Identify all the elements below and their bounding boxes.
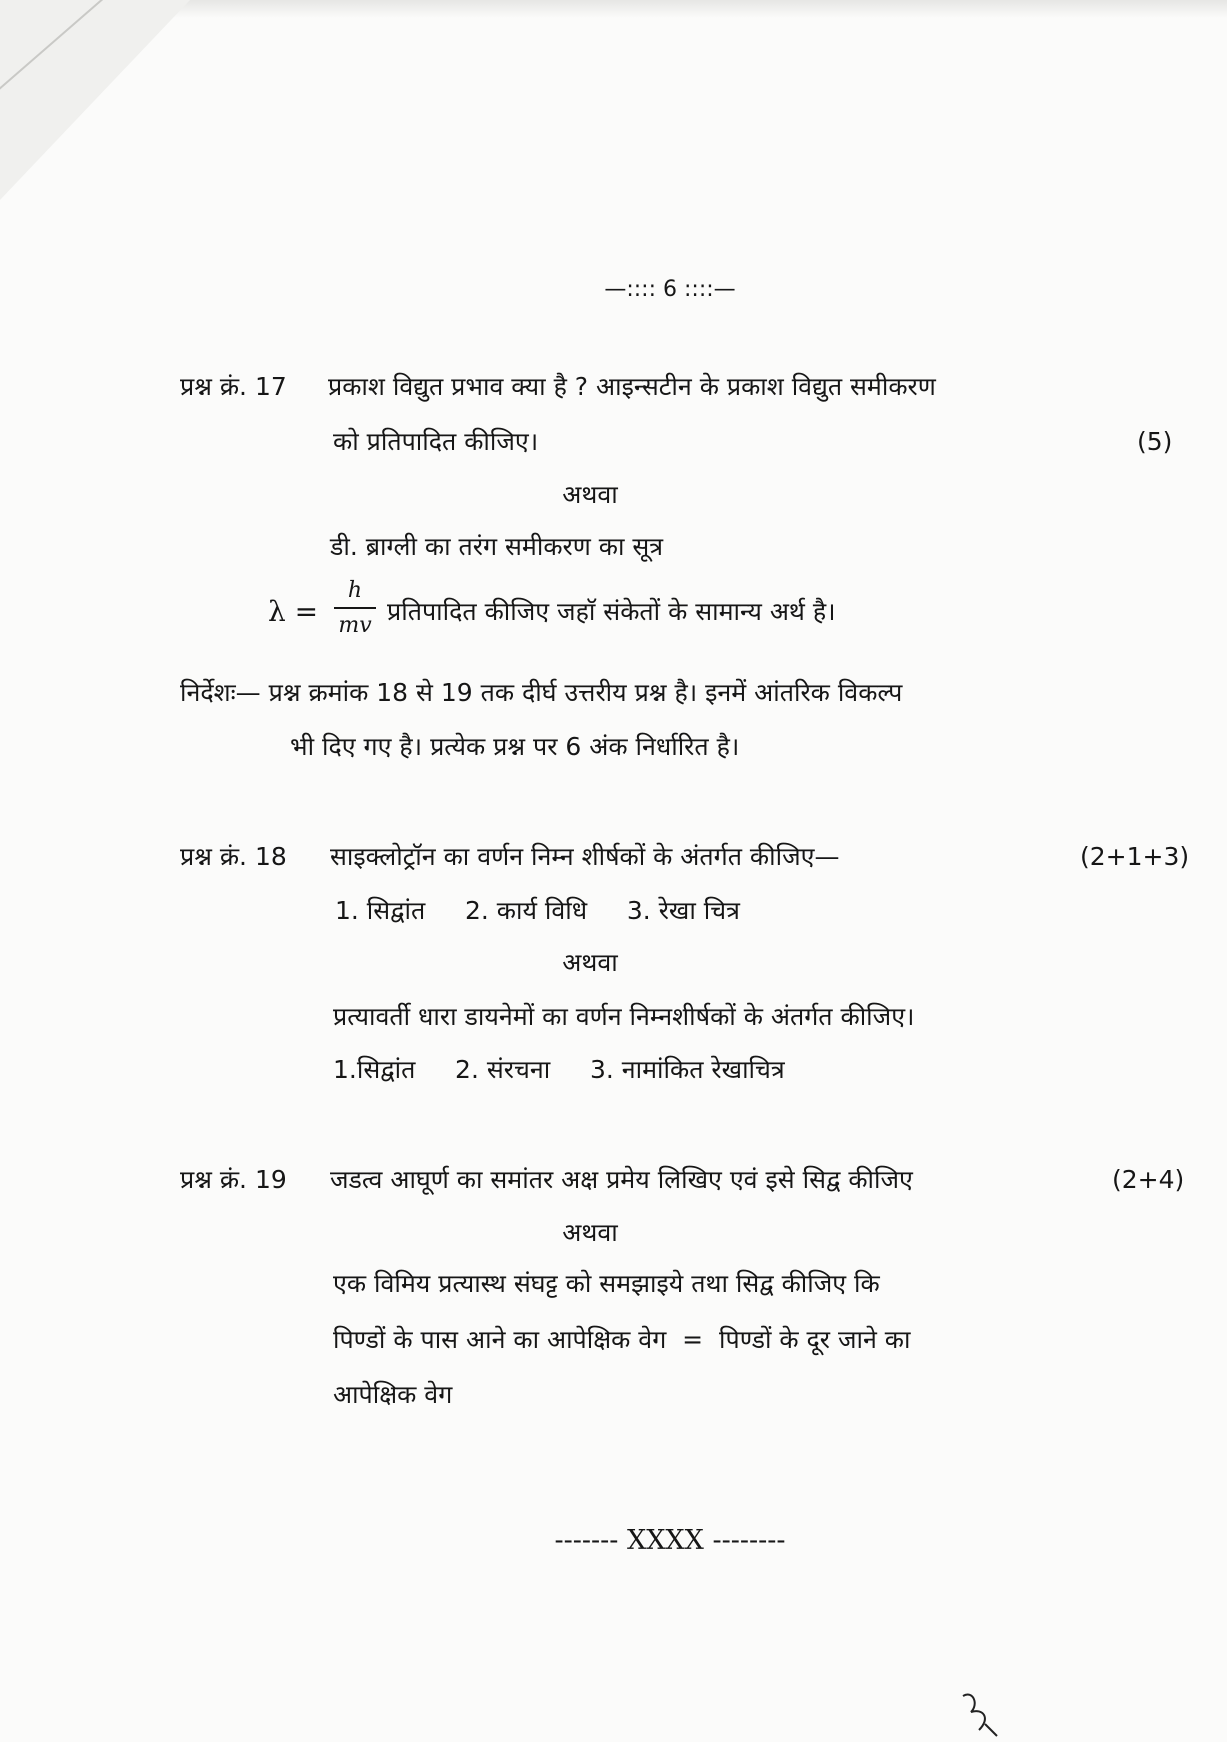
q17-or: अथवा bbox=[562, 480, 618, 509]
folded-page-corner bbox=[0, 0, 190, 200]
q18-or: अथवा bbox=[562, 948, 618, 977]
q18-marks: (2+1+3) bbox=[1080, 842, 1190, 871]
end-mark: ------- XXXX -------- bbox=[554, 1525, 786, 1556]
q18-label: प्रश्न क्रं. 18 bbox=[180, 842, 287, 871]
signature-mark bbox=[955, 1690, 1015, 1742]
q19-marks: (2+4) bbox=[1112, 1165, 1185, 1194]
instruction-line2: भी दिए गए है। प्रत्येक प्रश्न पर 6 अंक निर्धारित है। bbox=[290, 732, 740, 761]
formula-lhs: λ = bbox=[268, 595, 319, 628]
formula-fraction bbox=[334, 578, 376, 638]
q17-line1: प्रकाश विद्युत प्रभाव क्या है ? आइन्सटीन के प्रकाश विद्युत समीकरण bbox=[328, 372, 936, 401]
q18-alt-items: 1.सिद्वांत 2. संरचना 3. नामांकित रेखाचित्र bbox=[333, 1055, 785, 1084]
q17-marks: (5) bbox=[1137, 427, 1173, 456]
formula-denominator: mv bbox=[338, 613, 372, 638]
q19-or: अथवा bbox=[562, 1218, 618, 1247]
q18-alt-text: प्रत्यावर्ती धारा डायनेमों का वर्णन निम्नशीर्षकों के अंतर्गत कीजिए। bbox=[333, 1002, 915, 1031]
q17-line2: को प्रतिपादित कीजिए। bbox=[333, 427, 539, 456]
instruction-line1: निर्देशः— प्रश्न क्रमांक 18 से 19 तक दीर्घ उत्तरीय प्रश्न है। इनमें आंतरिक विकल्प bbox=[180, 678, 903, 707]
page-number: —:::: 6 ::::— bbox=[604, 277, 736, 302]
q19-alt-line3: आपेक्षिक वेग bbox=[333, 1380, 453, 1409]
fraction-bar bbox=[334, 607, 376, 609]
q19-text: जडत्व आघूर्ण का समांतर अक्ष प्रमेय लिखिए एवं इसे सिद्व कीजिए bbox=[330, 1165, 913, 1194]
q18-items: 1. सिद्वांत 2. कार्य विधि 3. रेखा चित्र bbox=[335, 896, 740, 925]
q18-text: साइक्लोट्रॉन का वर्णन निम्न शीर्षकों के अंतर्गत कीजिए— bbox=[330, 842, 840, 871]
q19-alt-line1: एक विमिय प्रत्यास्थ संघट्ट को समझाइये तथा सिद्व कीजिए कि bbox=[333, 1269, 880, 1298]
scan-top-edge bbox=[170, 0, 1227, 18]
q17-alt-line2: प्रतिपादित कीजिए जहाॅ संकेतों के सामान्य अर्थ है। bbox=[387, 597, 836, 626]
q19-alt-line2: पिण्डों के पास आने का आपेक्षिक वेग = पिण्डों के दूर जाने का bbox=[333, 1325, 911, 1354]
q17-alt-line1: डी. ब्राग्ली का तरंग समीकरण का सूत्र bbox=[330, 532, 664, 561]
formula-numerator: h bbox=[347, 578, 363, 603]
q17-label: प्रश्न क्रं. 17 bbox=[180, 372, 287, 401]
q19-label: प्रश्न क्रं. 19 bbox=[180, 1165, 287, 1194]
